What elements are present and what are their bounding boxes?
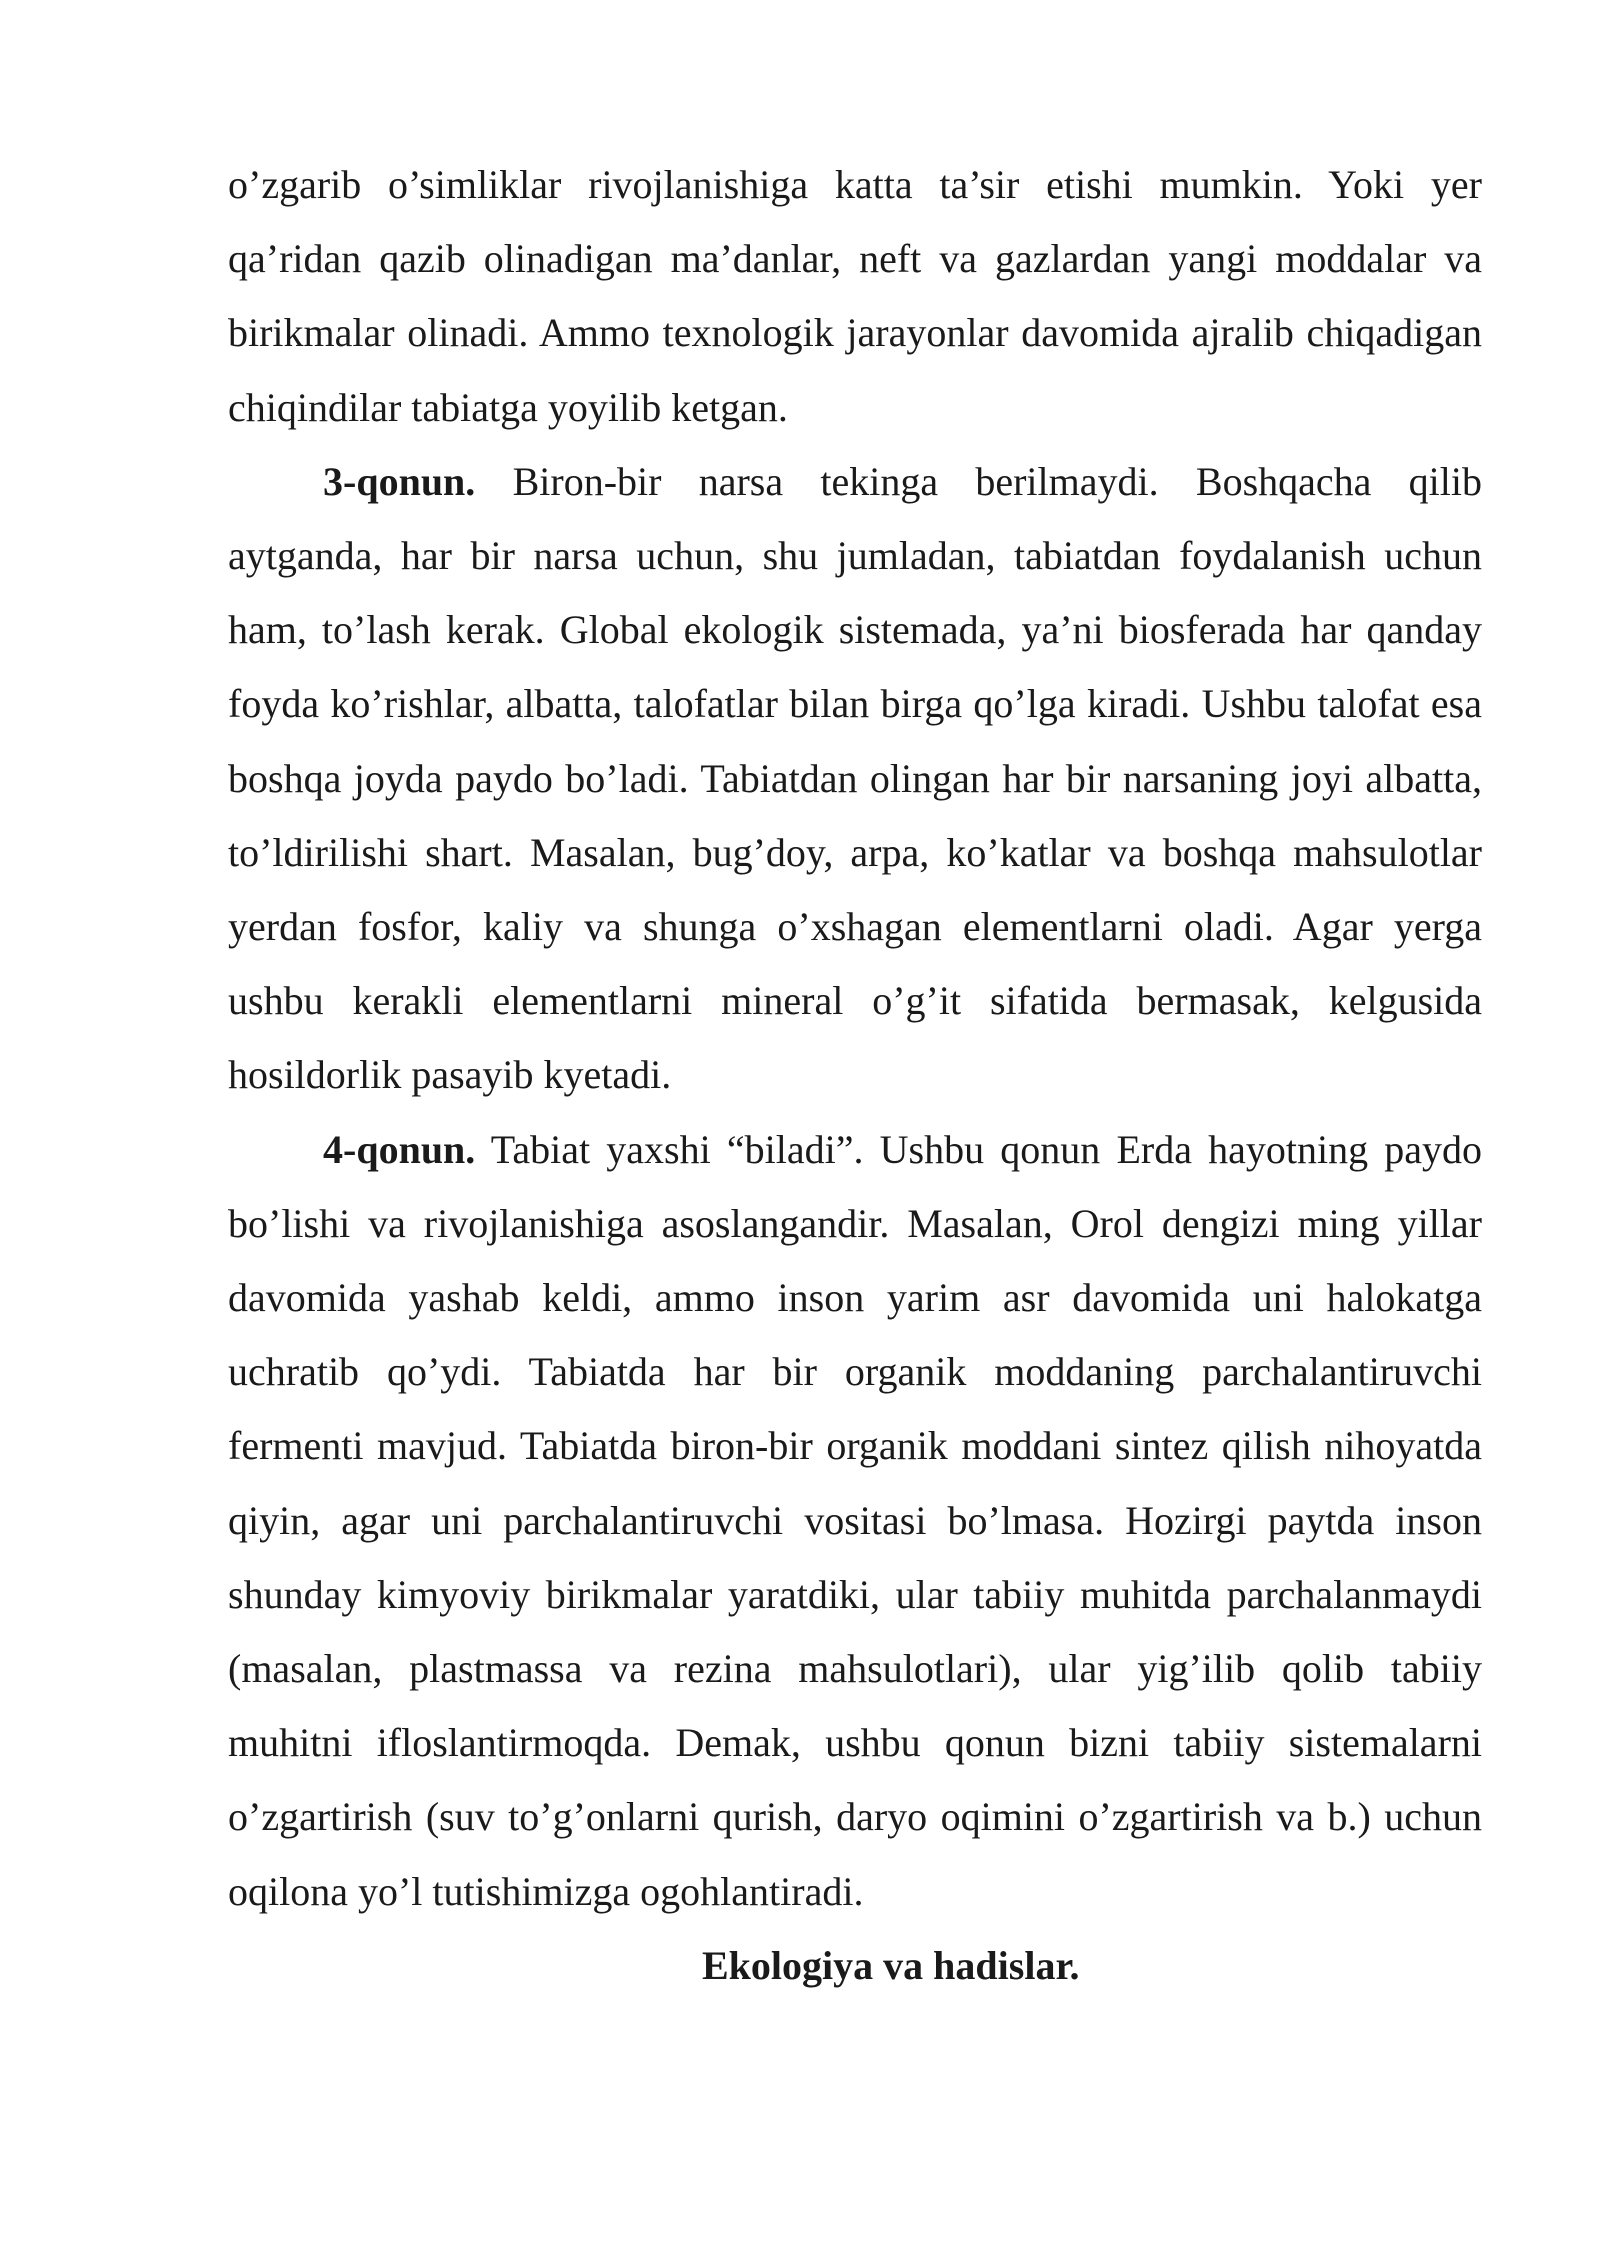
- document-body: [228, 148, 1482, 2003]
- law-3-text: Biron-bir narsa tekinga berilmaydi. Boshqacha qilib aytganda, har bir narsa uchun, shu jumladan, tabiatdan foydalanish uchun ham, to’lash kerak. Global ekologik sistemada, ya’ni biosferada har qanday foyda ko’rishlar, albatta, talofatlar bilan birga qo’lga kiradi. Ushbu talofat esa boshqa joyda paydo bo’ladi. Tabiatdan olingan har bir narsaning joyi albatta, to’ldirilishi shart. Masalan, bug’doy, arpa, ko’katlar va boshqa mahsulotlar yerdan fosfor, kaliy va shunga o’xshagan elementlarni oladi. Agar yerga ushbu kerakli elementlarni mineral o’g’it sifatida bermasak, kelgusida hosildorlik pasayib kyetadi.: [228, 458, 1483, 1098]
- law-4-title: 4-qonun.: [323, 1126, 476, 1172]
- law-3-title: 3-qonun.: [323, 458, 476, 504]
- law-4-paragraph: [228, 1113, 1482, 1929]
- law-3-paragraph: [228, 445, 1482, 1113]
- section-heading: Ekologiya va hadislar.: [702, 1942, 1080, 1988]
- paragraph-continuation: [228, 148, 1482, 445]
- paragraph-text: o’zgarib o’simliklar rivojlanishiga katta ta’sir etishi mumkin. Yoki yer qa’ridan qazib olinadigan ma’danlar, neft va gazlardan yangi moddalar va birikmalar olinadi. Ammo texnologik jarayonlar davomida ajralib chiqadigan chiqindilar tabiatga yoyilib ketgan.: [228, 162, 1482, 430]
- law-4-text: Tabiat yaxshi “biladi”. Ushbu qonun Erda hayotning paydo bo’lishi va rivojlanishiga asoslangandir. Masalan, Orol dengizi ming yillar davomida yashab keldi, ammo inson yarim asr davomida uni halokatga uchratib qo’ydi. Tabiatda har bir organik moddaning parchalantiruvchi fermenti mavjud. Tabiatda biron-bir organik moddani sintez qilish nihoyatda qiyin, agar uni parchalantiruvchi vositasi bo’lmasa. Hozirgi paytda inson shunday kimyoviy birikmalar yaratdiki, ular tabiiy muhitda parchalanmaydi (masalan, plastmassa va rezina mahsulotlari), ular yig’ilib qolib tabiiy muhitni ifloslantirmoqda. Demak, ushbu qonun bizni tabiiy sistemalarni o’zgartirish (suv to’g’onlarni qurish, daryo oqimini o’zgartirish va b.) uchun oqilona yo’l tutishimizga ogohlantiradi.: [228, 1126, 1483, 1914]
